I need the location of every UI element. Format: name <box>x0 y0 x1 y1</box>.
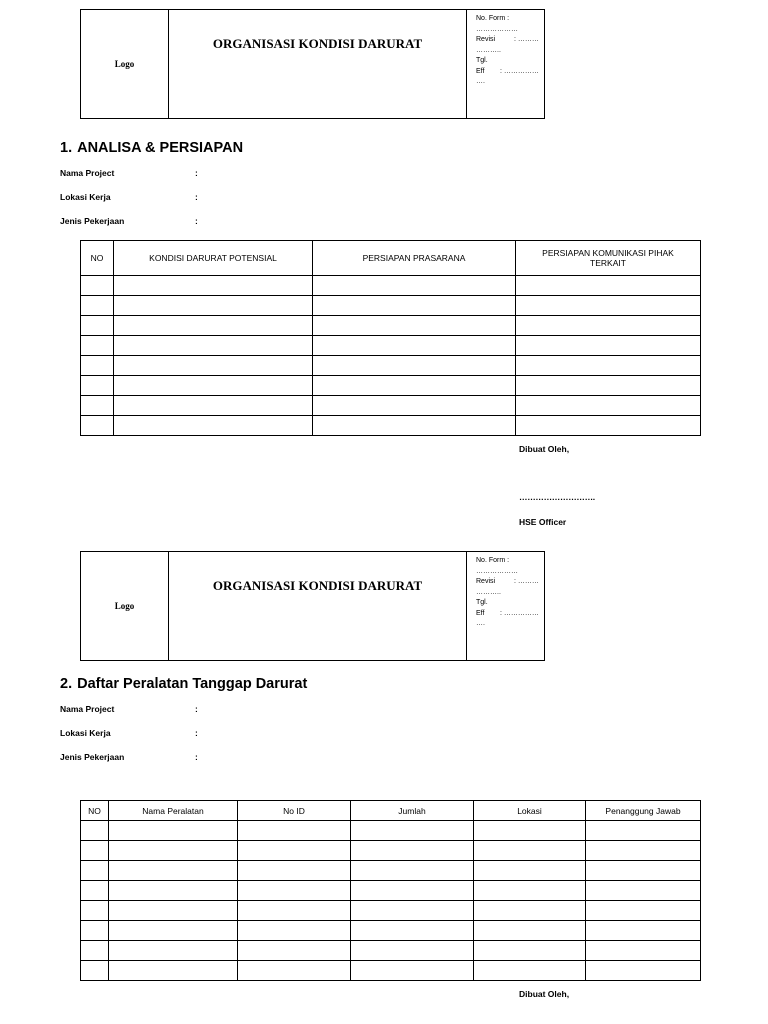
made-by-label: Dibuat Oleh, <box>519 989 570 999</box>
field-lokasi-kerja <box>60 192 198 202</box>
eff-line <box>476 609 544 620</box>
no-form-value: ……………… <box>476 567 518 575</box>
table-cell <box>238 881 351 901</box>
table-cell <box>81 336 114 356</box>
table-row <box>81 841 701 861</box>
table-cell <box>351 861 474 881</box>
eff-cont: …. <box>476 620 485 627</box>
col-header-penanggung-jawab: Penanggung Jawab <box>586 801 701 821</box>
table-row <box>81 901 701 921</box>
field-colon: : <box>195 752 198 762</box>
table-row <box>81 296 701 316</box>
table-cell <box>351 921 474 941</box>
table-cell <box>114 276 313 296</box>
section2-title: Daftar Peralatan Tanggap Darurat <box>77 676 308 692</box>
form-title: ORGANISASI KONDISI DARURAT <box>169 552 467 660</box>
signer-role: HSE Officer <box>519 517 567 527</box>
table-cell <box>114 376 313 396</box>
table-cell <box>109 881 238 901</box>
table-cell <box>474 881 586 901</box>
table-cell <box>586 961 701 981</box>
field-label: Lokasi Kerja <box>60 192 111 202</box>
eff-value: : …………… <box>500 609 539 617</box>
col-header-no: NO <box>81 241 114 276</box>
field-lokasi-kerja <box>60 728 198 738</box>
field-jenis-pekerjaan <box>60 752 198 762</box>
table-cell <box>474 861 586 881</box>
table-cell <box>516 276 701 296</box>
field-label: Nama Project <box>60 168 115 178</box>
table-row <box>81 316 701 336</box>
table-cell <box>351 881 474 901</box>
table-cell <box>516 396 701 416</box>
table-cell <box>114 296 313 316</box>
table-cell <box>586 821 701 841</box>
no-form-label: No. Form : <box>476 15 510 22</box>
table-cell <box>351 941 474 961</box>
table-cell <box>474 961 586 981</box>
revisi-line <box>476 35 544 46</box>
col-header-jumlah: Jumlah <box>351 801 474 821</box>
table-row <box>81 861 701 881</box>
signature-line: ………………………. <box>519 492 595 502</box>
table-row <box>81 396 701 416</box>
table-cell <box>586 901 701 921</box>
section1-number: 1. <box>60 140 73 156</box>
table-cell <box>313 376 516 396</box>
table-cell <box>351 961 474 981</box>
table-row <box>81 941 701 961</box>
table-cell <box>313 316 516 336</box>
table-cell <box>109 921 238 941</box>
col-header-kondisi: KONDISI DARURAT POTENSIAL <box>114 241 313 276</box>
table-row <box>81 356 701 376</box>
table-cell <box>238 821 351 841</box>
table-cell <box>586 841 701 861</box>
section1-heading <box>60 140 243 156</box>
table-cell <box>474 841 586 861</box>
table-cell <box>474 921 586 941</box>
table-cell <box>313 336 516 356</box>
table-cell <box>313 276 516 296</box>
table-cell <box>81 316 114 336</box>
table-body <box>81 821 701 981</box>
table-cell <box>81 356 114 376</box>
table-cell <box>238 841 351 861</box>
no-form-value: ……………… <box>476 25 518 33</box>
table-body <box>81 276 701 436</box>
table-row <box>81 881 701 901</box>
table-cell <box>109 861 238 881</box>
field-nama-project <box>60 704 198 714</box>
table-cell <box>238 941 351 961</box>
tgl-label: Tgl. <box>476 57 488 64</box>
tgl-label: Tgl. <box>476 599 488 606</box>
table-cell <box>109 941 238 961</box>
table-cell <box>586 941 701 961</box>
table-cell <box>516 316 701 336</box>
revisi-line <box>476 577 544 588</box>
table-cell <box>114 396 313 416</box>
table-row <box>81 276 701 296</box>
table-cell <box>313 396 516 416</box>
table-cell <box>114 356 313 376</box>
table-header-row <box>81 801 701 821</box>
table-cell <box>81 921 109 941</box>
table-cell <box>81 821 109 841</box>
field-colon: : <box>195 216 198 226</box>
table-header-row <box>81 241 701 276</box>
table-cell <box>516 416 701 436</box>
table-row <box>81 416 701 436</box>
table-row <box>81 921 701 941</box>
field-colon: : <box>195 728 198 738</box>
table-cell <box>351 901 474 921</box>
equipment-table <box>80 800 701 981</box>
logo-placeholder: Logo <box>81 552 169 660</box>
logo-placeholder: Logo <box>81 10 169 118</box>
revisi-label: Revisi <box>476 36 496 43</box>
table-cell <box>238 901 351 921</box>
table-cell <box>81 276 114 296</box>
revisi-cont: ……….. <box>476 46 501 54</box>
field-jenis-pekerjaan <box>60 216 198 226</box>
field-nama-project <box>60 168 198 178</box>
section2-number: 2. <box>60 676 73 692</box>
field-label: Nama Project <box>60 704 115 714</box>
eff-value: : …………… <box>500 67 539 75</box>
table-cell <box>586 861 701 881</box>
field-colon: : <box>195 192 198 202</box>
table-cell <box>313 296 516 316</box>
table-cell <box>474 901 586 921</box>
table-cell <box>109 961 238 981</box>
table-cell <box>516 336 701 356</box>
table-cell <box>114 316 313 336</box>
col-header-prasarana: PERSIAPAN PRASARANA <box>313 241 516 276</box>
table-cell <box>81 901 109 921</box>
table-cell <box>81 861 109 881</box>
eff-label: Eff <box>476 609 485 617</box>
table-cell <box>81 296 114 316</box>
table-cell <box>114 336 313 356</box>
table-cell <box>109 821 238 841</box>
col-header-komunikasi: PERSIAPAN KOMUNIKASI PIHAK TERKAIT <box>516 241 701 276</box>
table-row <box>81 821 701 841</box>
table-cell <box>238 961 351 981</box>
table-cell <box>81 961 109 981</box>
field-colon: : <box>195 168 198 178</box>
col-header-no: NO <box>81 801 109 821</box>
table-cell <box>238 861 351 881</box>
form-meta <box>467 10 544 118</box>
table-cell <box>351 821 474 841</box>
eff-label: Eff <box>476 67 485 75</box>
table-cell <box>81 376 114 396</box>
table-cell <box>109 901 238 921</box>
analysis-table <box>80 240 701 436</box>
table-cell <box>474 941 586 961</box>
eff-line <box>476 67 544 78</box>
table-row <box>81 376 701 396</box>
field-colon: : <box>195 704 198 714</box>
table-cell <box>474 821 586 841</box>
form-header-box <box>80 9 545 119</box>
table-cell <box>586 881 701 901</box>
col-header-no-id: No ID <box>238 801 351 821</box>
table-cell <box>516 356 701 376</box>
made-by-label: Dibuat Oleh, <box>519 444 570 454</box>
form-header-box <box>80 551 545 661</box>
form-title: ORGANISASI KONDISI DARURAT <box>169 10 467 118</box>
table-cell <box>114 416 313 436</box>
table-cell <box>313 416 516 436</box>
eff-cont: …. <box>476 78 485 85</box>
revisi-cont: ……….. <box>476 588 501 596</box>
section1-title: ANALISA & PERSIAPAN <box>77 140 244 156</box>
no-form-label: No. Form : <box>476 557 510 564</box>
table-cell <box>516 376 701 396</box>
field-label: Jenis Pekerjaan <box>60 752 125 762</box>
table-cell <box>81 881 109 901</box>
table-cell <box>81 396 114 416</box>
table-cell <box>109 841 238 861</box>
table-cell <box>516 296 701 316</box>
table-cell <box>586 921 701 941</box>
revisi-value: : ……… <box>514 36 539 43</box>
table-row <box>81 336 701 356</box>
table-cell <box>81 416 114 436</box>
table-cell <box>238 921 351 941</box>
table-cell <box>351 841 474 861</box>
col-header-nama-peralatan: Nama Peralatan <box>109 801 238 821</box>
table-cell <box>313 356 516 376</box>
field-label: Lokasi Kerja <box>60 728 111 738</box>
revisi-label: Revisi <box>476 578 496 585</box>
table-cell <box>81 941 109 961</box>
table-cell <box>81 841 109 861</box>
section2-heading <box>60 676 307 692</box>
revisi-value: : ……… <box>514 578 539 585</box>
col-header-lokasi: Lokasi <box>474 801 586 821</box>
field-label: Jenis Pekerjaan <box>60 216 125 226</box>
form-meta <box>467 552 544 660</box>
table-row <box>81 961 701 981</box>
